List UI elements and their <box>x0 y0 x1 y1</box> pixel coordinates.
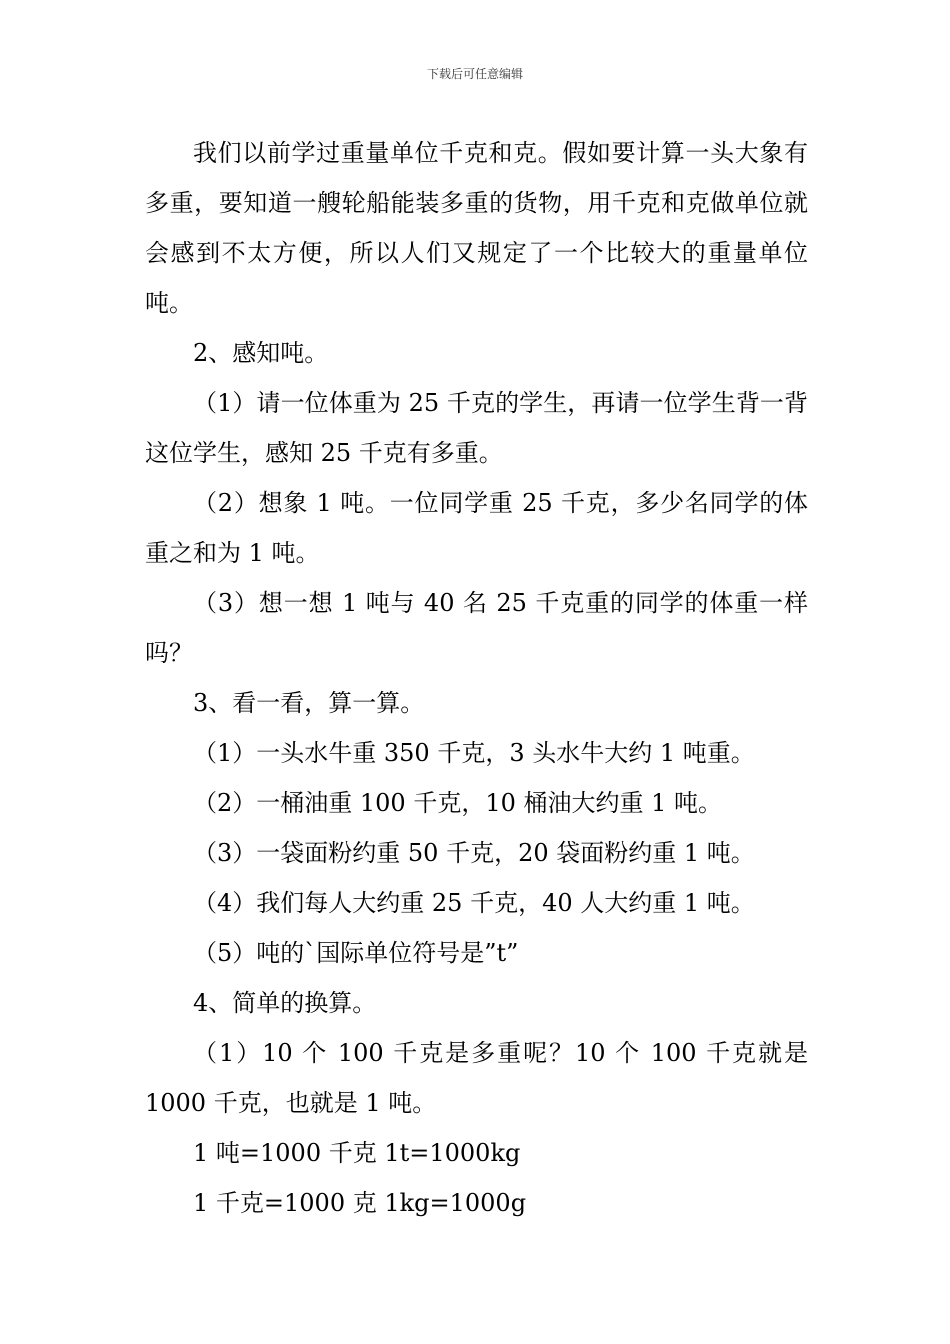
section-heading: 4、简单的换算。 <box>193 989 377 1017</box>
section-heading: 3、看一看，算一算。 <box>193 689 425 717</box>
list-item: （1）请一位体重为 25 千克的学生，再请一位学生背一背这位学生，感知 25 千克有多重。 <box>145 389 808 467</box>
section-heading: 2、感知吨。 <box>193 339 329 367</box>
list-item: （2）一桶油重 100 千克，10 桶油大约重 1 吨。 <box>193 789 723 817</box>
page-header: 下载后可任意编辑 <box>426 67 523 81</box>
list-item: （2）想象 1 吨。一位同学重 25 千克，多少名同学的体重之和为 1 吨。 <box>145 489 808 567</box>
formula-line: 1 千克=1000 克 1kg=1000g <box>193 1189 527 1217</box>
list-item: （1）10 个 100 千克是多重呢？10 个 100 千克就是 1000 千克，也就是 1 吨。 <box>145 1039 808 1117</box>
list-item: （3）一袋面粉约重 50 千克，20 袋面粉约重 1 吨。 <box>193 839 755 867</box>
intro-paragraph: 我们以前学过重量单位千克和克。假如要计算一头大象有多重，要知道一艘轮船能装多重的货物，用千克和克做单位就会感到不太方便，所以人们又规定了一个比较大的重量单位吨。 <box>145 139 808 317</box>
formula-line: 1 吨=1000 千克 1t=1000kg <box>193 1139 521 1167</box>
list-item: （1）一头水牛重 350 千克，3 头水牛大约 1 吨重。 <box>193 739 755 767</box>
document-body <box>145 128 808 1228</box>
list-item: （5）吨的`国际单位符号是”t” <box>193 939 519 967</box>
list-item: （3）想一想 1 吨与 40 名 25 千克重的同学的体重一样吗？ <box>145 589 808 667</box>
list-item: （4）我们每人大约重 25 千克，40 人大约重 1 吨。 <box>193 889 755 917</box>
